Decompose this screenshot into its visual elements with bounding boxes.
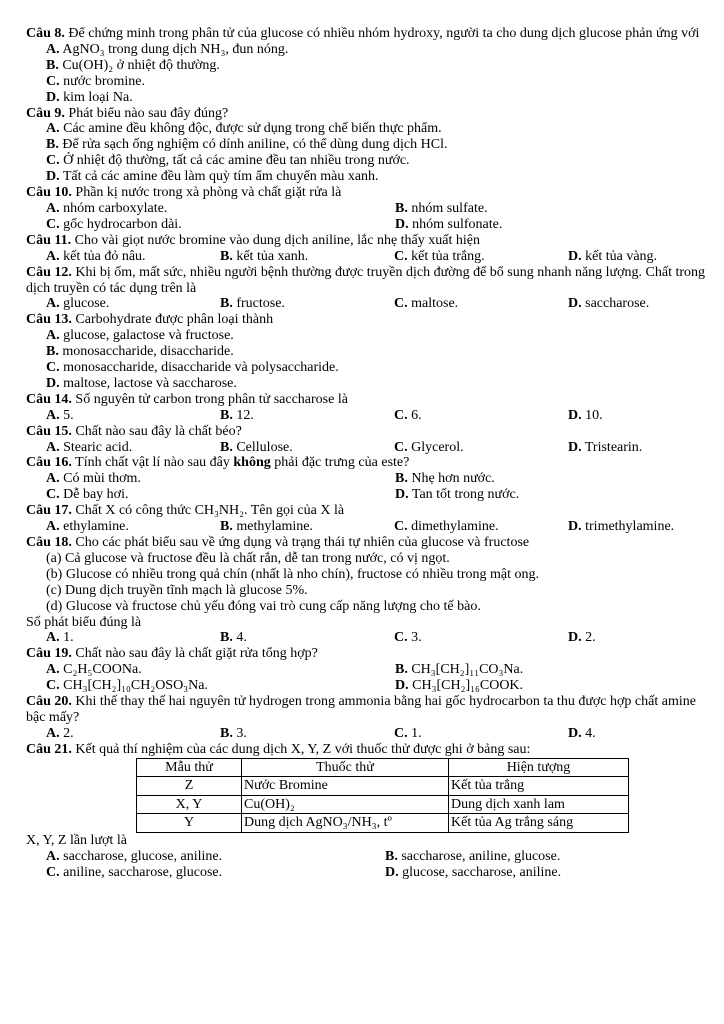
option-c[interactable]: C. maltose.: [394, 296, 459, 312]
emphasis-word: không: [233, 455, 271, 471]
option-d[interactable]: D. Tristearin.: [568, 439, 643, 455]
option-a[interactable]: A. ethylamine.: [46, 519, 129, 535]
question-11: [26, 233, 714, 265]
option-b[interactable]: B. nhóm sulfate.: [395, 200, 488, 216]
option-b[interactable]: B. 3.: [220, 725, 247, 741]
question-14: [26, 392, 714, 424]
question-10: [26, 185, 714, 233]
option-a[interactable]: A. 1.: [46, 630, 74, 646]
statement-d: (d) Glucose và fructose chủ yếu đóng vai trò cung cấp năng lượng cho tế bào.: [46, 598, 481, 614]
question-number: Câu 12.: [26, 264, 72, 280]
question-12: [26, 265, 714, 313]
option-a[interactable]: A. C₂H₅COONa.: [46, 662, 142, 678]
table-header-row: [137, 758, 629, 777]
table-cell: Kết tủa trắng: [449, 777, 629, 796]
table-row: [137, 814, 629, 833]
option-b[interactable]: B. Nhẹ hơn nước.: [395, 471, 495, 487]
option-c[interactable]: C. CH₃[CH₂]₁₀CH₂OSO₃Na.: [46, 678, 208, 694]
question-number: Câu 9.: [26, 105, 65, 121]
question-footer: X, Y, Z lần lượt là: [26, 832, 127, 848]
question-text: Khi bị ốm, mất sức, nhiều người bệnh thường được truyền dịch đường để bổ sung nhanh năng lượng. Chất trong dịch truyền có tác dụng trên là: [26, 264, 706, 296]
question-text: Carbohydrate được phân loại thành: [71, 312, 274, 328]
option-d[interactable]: D. saccharose.: [568, 296, 650, 312]
question-text: Cho vài giọt nước bromine vào dung dịch aniline, lắc nhẹ thấy xuất hiện: [71, 232, 480, 248]
option-a[interactable]: A. glucose, galactose và fructose.: [46, 328, 234, 344]
question-16: [26, 455, 714, 503]
option-c[interactable]: C. Dễ bay hơi.: [46, 487, 129, 503]
option-c[interactable]: C. aniline, saccharose, glucose.: [46, 864, 223, 880]
question-text: Phát biểu nào sau đây đúng?: [64, 105, 229, 121]
option-c[interactable]: C. dimethylamine.: [394, 519, 499, 535]
question-number: Câu 14.: [26, 391, 72, 407]
option-d[interactable]: D. Tất cả các amine đều làm quỳ tím ẩm chuyển màu xanh.: [46, 169, 379, 185]
option-a[interactable]: A. Các amine đều không độc, được sử dụng trong chế biến thực phẩm.: [46, 121, 442, 137]
option-a[interactable]: A. saccharose, glucose, aniline.: [46, 848, 223, 864]
option-c[interactable]: C. gốc hydrocarbon dài.: [46, 216, 182, 232]
option-b[interactable]: B. 12.: [220, 407, 254, 423]
question-text: Chất nào sau đây là chất giặt rửa tổng hợp?: [71, 646, 318, 662]
option-a[interactable]: A. Có mùi thơm.: [46, 471, 141, 487]
option-d[interactable]: D. maltose, lactose và saccharose.: [46, 375, 237, 391]
question-21: [26, 742, 714, 881]
option-b[interactable]: B. kết tủa xanh.: [220, 248, 309, 264]
statement-c: (c) Dung dịch truyền tĩnh mạch là glucose 5%.: [46, 582, 308, 598]
question-number: Câu 18.: [26, 535, 72, 550]
option-a[interactable]: A. 2.: [46, 725, 74, 741]
table-header: Thuốc thử: [242, 758, 449, 777]
option-d[interactable]: D. nhóm sulfonate.: [395, 216, 503, 232]
option-b[interactable]: B. 4.: [220, 630, 247, 646]
option-c[interactable]: C. nước bromine.: [46, 73, 145, 89]
question-9: [26, 106, 714, 186]
option-c[interactable]: C. monosaccharide, disaccharide và polysaccharide.: [46, 360, 339, 376]
question-number: Câu 10.: [26, 185, 72, 201]
question-17: [26, 503, 714, 535]
table-row: [137, 795, 629, 814]
question-text-end: phải đặc trưng của este?: [270, 455, 410, 471]
exam-document: [26, 26, 714, 880]
question-20: [26, 694, 714, 742]
option-d[interactable]: D. kết tủa vàng.: [568, 248, 658, 264]
option-c[interactable]: C. 6.: [394, 407, 422, 423]
option-b[interactable]: B. saccharose, aniline, glucose.: [385, 848, 561, 864]
option-d[interactable]: D. CH₃[CH₂]₁₆COOK.: [395, 678, 524, 694]
question-number: Câu 11.: [26, 232, 72, 248]
question-19: [26, 646, 714, 694]
question-number: Câu 21.: [26, 741, 72, 757]
table-cell: Dung dịch AgNO₃/NH₃, tº: [242, 814, 449, 833]
table-cell: Kết tủa Ag trắng sáng: [449, 814, 629, 833]
option-c[interactable]: C. 1.: [394, 725, 422, 741]
question-text: Để chứng minh trong phân tử của glucose có nhiều nhóm hydroxy, người ta cho dung dịch glucose phản ứng với: [64, 26, 700, 41]
table-header: Hiện tượng: [449, 758, 629, 777]
option-d[interactable]: D. 2.: [568, 630, 596, 646]
option-c[interactable]: C. kết tủa trắng.: [394, 248, 485, 264]
table-cell: Y: [137, 814, 242, 833]
option-a[interactable]: A. Stearic acid.: [46, 439, 133, 455]
table-cell: Z: [137, 777, 242, 796]
option-d[interactable]: D. kim loại Na.: [46, 89, 133, 105]
question-text: Kết quả thí nghiệm của các dung dịch X, Y, Z với thuốc thử được ghi ở bảng sau:: [71, 741, 531, 757]
question-text: Số nguyên tử carbon trong phân tử saccharose là: [71, 391, 348, 407]
option-a[interactable]: A. nhóm carboxylate.: [46, 200, 168, 216]
question-number: Câu 19.: [26, 646, 72, 662]
table-row: [137, 777, 629, 796]
option-b[interactable]: B. CH₃[CH₂]₁₁CO₃Na.: [395, 662, 524, 678]
option-c[interactable]: C. Ở nhiệt độ thường, tất cả các amine đều tan nhiều trong nước.: [46, 153, 410, 169]
option-b[interactable]: B. monosaccharide, disaccharide.: [46, 344, 234, 360]
question-footer: Số phát biểu đúng là: [26, 614, 142, 630]
option-a[interactable]: A. glucose.: [46, 296, 110, 312]
table-cell: Dung dịch xanh lam: [449, 795, 629, 814]
table-cell: Nước Bromine: [242, 777, 449, 796]
question-number: Câu 20.: [26, 694, 72, 710]
question-13: [26, 312, 714, 392]
question-text: Phần kị nước trong xà phòng và chất giặt rửa là: [71, 185, 342, 201]
question-15: [26, 424, 714, 456]
question-number: Câu 16.: [26, 455, 72, 471]
results-table: [136, 758, 629, 833]
table-header: Mẫu thử: [137, 758, 242, 777]
statement-b: (b) Glucose có nhiều trong quả chín (nhất là nho chín), fructose có nhiều trong mật ong.: [46, 566, 539, 582]
question-text: Chất X có công thức CH₃NH₂. Tên gọi của X là: [71, 503, 345, 519]
question-18: [26, 535, 714, 646]
option-a[interactable]: A. AgNO₃ trong dung dịch NH₃, đun nóng.: [46, 41, 289, 57]
table-cell: Cu(OH)₂: [242, 795, 449, 814]
option-d[interactable]: D. 4.: [568, 725, 596, 741]
question-number: Câu 17.: [26, 503, 72, 519]
question-number: Câu 8.: [26, 26, 65, 41]
option-b[interactable]: B. Để rửa sạch ống nghiệm có dính aniline, có thể dùng dung dịch HCl.: [46, 137, 448, 153]
option-b[interactable]: B. methylamine.: [220, 519, 313, 535]
option-b[interactable]: B. Cu(OH)₂ ở nhiệt độ thường.: [46, 57, 220, 73]
question-number: Câu 13.: [26, 312, 72, 328]
option-b[interactable]: B. Cellulose.: [220, 439, 293, 455]
table-cell: X, Y: [137, 795, 242, 814]
question-8: [26, 26, 714, 106]
option-d[interactable]: D. trimethylamine.: [568, 519, 675, 535]
option-d[interactable]: D. Tan tốt trong nước.: [395, 487, 520, 503]
option-a[interactable]: A. kết tủa đỏ nâu.: [46, 248, 146, 264]
option-b[interactable]: B. fructose.: [220, 296, 285, 312]
option-a[interactable]: A. 5.: [46, 407, 74, 423]
option-c[interactable]: C. 3.: [394, 630, 422, 646]
question-text: Cho các phát biểu sau về ứng dụng và trạng thái tự nhiên của glucose và fructose: [71, 535, 530, 550]
question-text: Khi thế thay thế hai nguyên tử hydrogen trong ammonia bằng hai gốc hydrocarbon ta thu được hợp chất amine bậc mấy?: [26, 694, 696, 725]
statement-a: (a) Cả glucose và fructose đều là chất rắn, dễ tan trong nước, có vị ngọt.: [46, 550, 450, 566]
question-number: Câu 15.: [26, 423, 72, 439]
option-d[interactable]: D. glucose, saccharose, aniline.: [385, 864, 562, 880]
question-text: Chất nào sau đây là chất béo?: [71, 423, 242, 439]
question-text: Tính chất vật lí nào sau đây: [71, 455, 234, 471]
option-c[interactable]: C. Glycerol.: [394, 439, 464, 455]
option-d[interactable]: D. 10.: [568, 407, 603, 423]
